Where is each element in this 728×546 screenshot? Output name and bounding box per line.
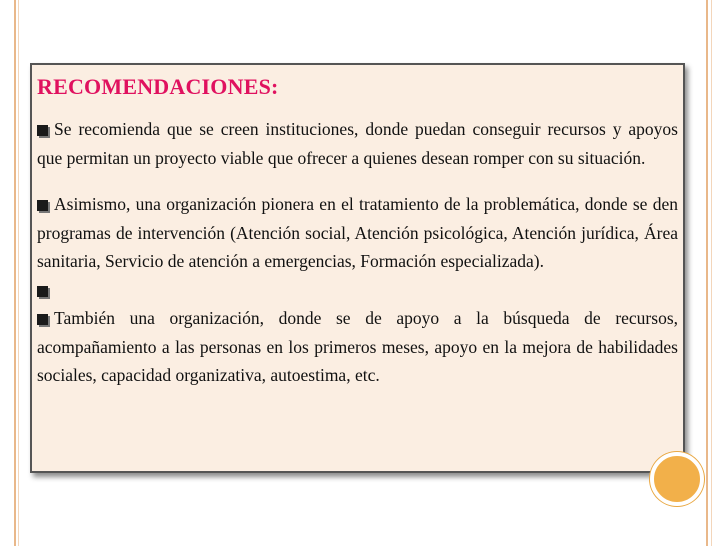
paragraph-4 [37,304,678,390]
orange-circle-decoration [650,452,704,506]
checkbox-bullet-icon [37,286,48,297]
right-frame-line [706,0,708,546]
checkbox-bullet-icon [37,125,48,136]
right-frame-line-thin [711,0,712,546]
paragraph-2 [37,190,678,276]
slide-heading: RECOMENDACIONES: [37,74,279,99]
left-frame-line-thin [18,0,19,546]
checkbox-bullet-icon [37,314,48,325]
paragraph-2-text: Asimismo, una organización pionera en el tratamiento de la problemática, donde se den programas de intervención (Atención social, Atención psicológica, Atención jurídica, Área sanitaria, Servicio de atención a emergencias, Formación especializada). [37,194,678,271]
left-frame-line [14,0,16,546]
recommendations-box [30,63,685,473]
checkbox-bullet-icon [37,200,48,211]
paragraph-1 [37,115,678,172]
paragraph-1-text: Se recomienda que se creen instituciones, donde puedan conseguir recursos y apoyos que permitan un proyecto viable que ofrecer a quienes desean romper con su situación. [37,119,678,168]
paragraph-3-empty [37,276,678,305]
paragraph-4-text: También una organización, donde se de apoyo a la búsqueda de recursos, acompañamiento a las personas en los primeros meses, apoyo en la mejora de habilidades sociales, capacidad organizativa, autoestima, etc. [37,308,678,385]
